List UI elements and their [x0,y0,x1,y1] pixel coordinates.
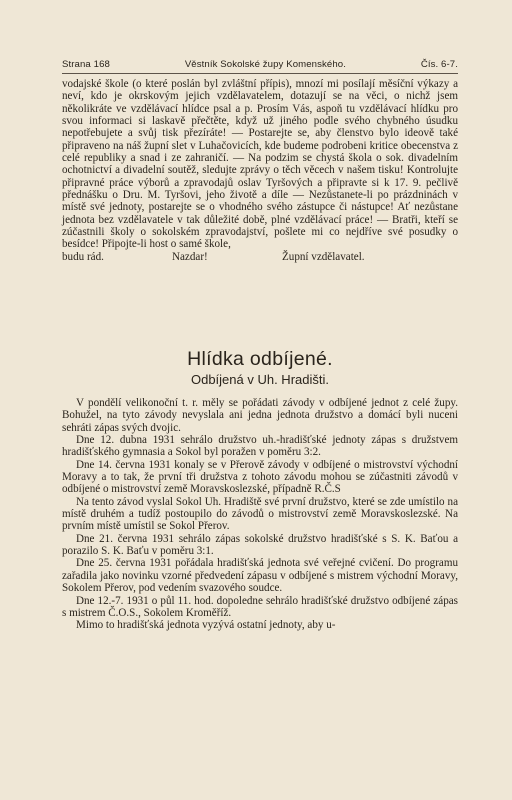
body-paragraph: Dne 21. června 1931 sehrálo zápas sokolské družstvo hradišťské s S. K. Baťou a porazilo S. K. Baťu v poměru 3:1. [62,532,458,558]
intro-paragraph: vodajské škole (o které poslán byl zvláštní přípis), mnozí mi posílají měsíční výkazy a neví, kdo je okrskovým jejich vzdělavatelem, dotazují se na věci, o nichž jsem několikráte ve vzdělávací hlídce psal a p. Prosím Vás, aspoň tu vzdělávací hlídku pro svou informaci si laskavě přečtěte, když už jiného podle svého chybného úsudku nepotřebujete a svůj tisk přezíráte! — Postarejte se, aby členstvo bylo ideově také připraveno na náš župní slet v Luhačovicích, kde budeme podrobeni kritice obecenstva z celé republiky a snad i ze zahraničí. — Na podzim se chystá škola o sok. divadelním ochotnictví a divadelní soutěž, sledujte zprávy o těch věcech v našem tisku! Kontrolujte připravné práce výborů a zpravodajů oslav Tyršových a připravte si k 17. 9. pečlivě přednášku o Dru. M. Tyršovi, jeho životě a díle — Nezůstanete-li po prázdninách v místě své jednoty, postarejte se o vhodného svého zástupce či nástupce! Ať nezůstane jednota bez vzdělavatele v tak důležité době, plné vzdělávací práce! — Bratři, kteří se zúčastnili školy o sokolském zpravodajství, pošlete mi co nejdříve své posudky o besídce! Připojte-li host o samé škole, [62,78,458,251]
body-paragraph: V pondělí velikonoční t. r. měly se pořádati závody v odbíjené jednot z celé župy. Bohužel, na tyto závody nevyslala ani jedna jednota družstvo a domácí byli nuceni sehráti zápas svých dvojic. [62,397,458,434]
body-paragraph: Dne 14. června 1931 konaly se v Přerově závody v odbíjené o mistrovství východní Moravy a to tak, že první tři družstva z tohoto závodu mohou se zúčastniti závodů v odbíjené o mistrovství země Moravskoslezské, případně R.Č.S [62,458,458,496]
body-paragraph: Dne 12.-7. 1931 o půl 11. hod. dopoledne sehrálo hradišťské družstvo odbíjené zápas s mistrem Č.O.S., Sokolem Kroměříž. [62,594,458,619]
body-paragraph: Mimo to hradišťská jednota vyzývá ostatní jednoty, aby u- [76,619,336,632]
running-header [62,59,458,74]
section-body [62,397,458,632]
page-number: Strana 168 [62,59,110,70]
intro-block [62,78,458,263]
signature: Župní vzdělavatel. [282,250,365,263]
section-title: Hlídka odbíjené. [187,348,333,370]
body-paragraph: Dne 25. června 1931 pořádala hradišťská jednota své veřejné cvičení. Do programu zařadila jako novinku vzorné předvedení zápasu v odbíjené s mistrem východní Moravy, Sokolem Přerov, pod vedením svazového soudce. [62,557,458,595]
body-paragraph: Na tento závod vyslal Sokol Uh. Hradiště své první družstvo, které se zde umístilo na místě druhém a tudíž postoupilo do závodů o mistrovství země Moravskoslezské. Na prvním místě umístil se Sokol Přerov. [62,495,458,533]
issue-number: Čís. 6-7. [420,59,458,70]
closing-line [62,251,458,263]
body-paragraph: Dne 12. dubna 1931 sehrálo družstvo uh.-hradišťské jednoty zápas s družstvem hradišťského gymnasia a Sokol byl poražen v poměru 3:2. [62,434,458,459]
section-subtitle: Odbíjená v Uh. Hradišti. [190,372,329,387]
journal-title: Věstník Sokolské župy Komenského. [184,59,346,70]
closing-left: budu rád. [62,250,104,263]
closing-greeting: Nazdar! [172,250,208,263]
